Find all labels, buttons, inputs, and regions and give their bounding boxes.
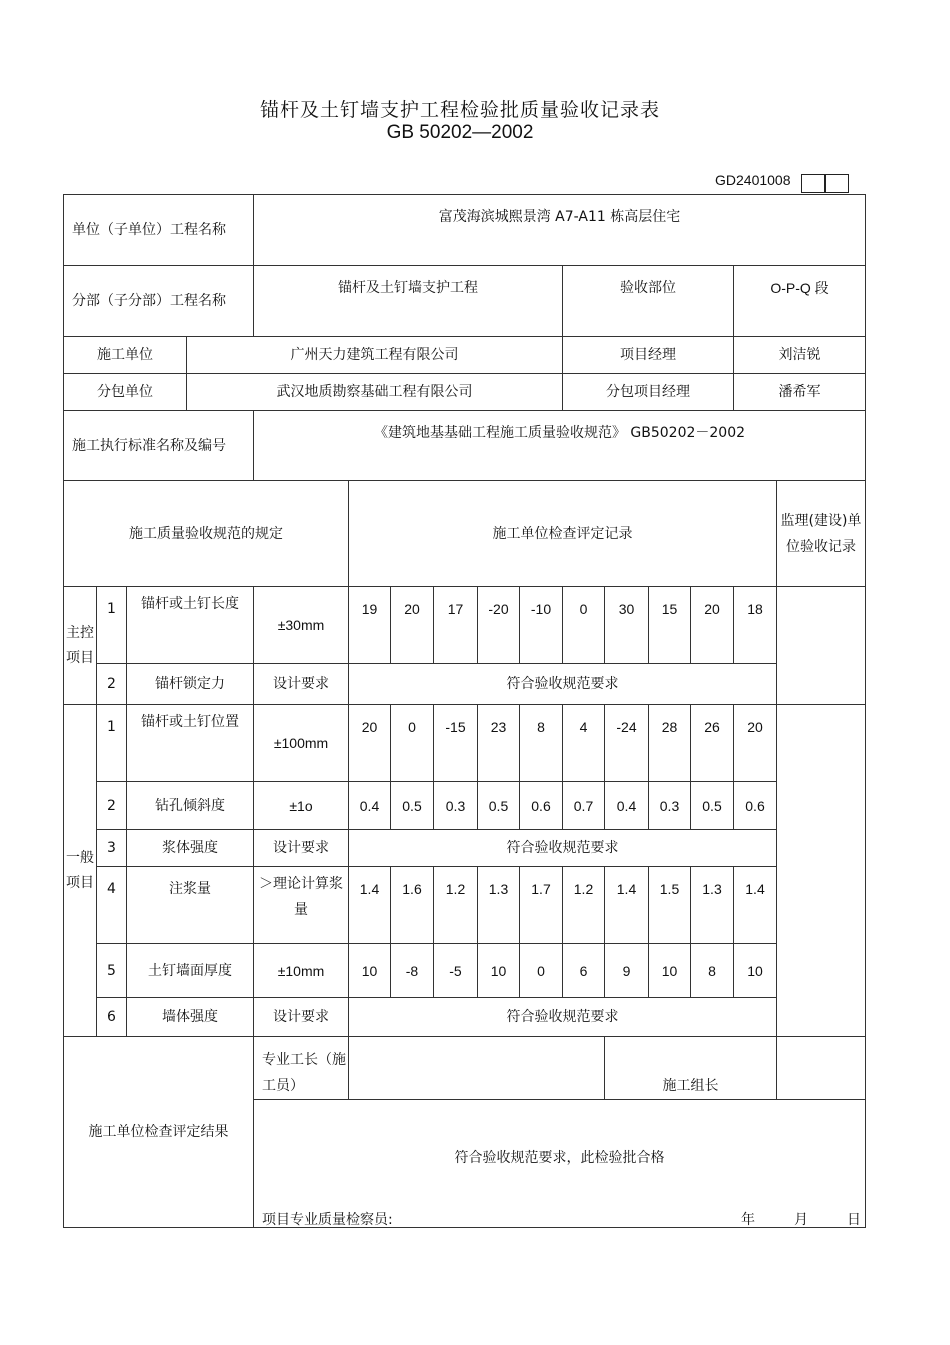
unit-project-label: 单位（子单位）工程名称 — [64, 195, 254, 266]
sub-project-manager-value: 潘希军 — [734, 374, 866, 411]
measure-cell: 0 — [520, 944, 563, 998]
spec-rule-header: 施工质量验收规范的规定 — [64, 481, 349, 587]
item-spec: 设计要求 — [254, 998, 349, 1037]
code-box-2[interactable] — [825, 174, 849, 193]
measure-cell: -8 — [391, 944, 434, 998]
measure-cell: 4 — [563, 705, 605, 782]
item-name: 锚杆锁定力 — [127, 664, 254, 705]
acceptance-part-label: 验收部位 — [563, 266, 734, 337]
item-name: 注浆量 — [127, 867, 254, 944]
contractor-label: 施工单位 — [64, 337, 187, 374]
measure-cell: 9 — [605, 944, 649, 998]
measure-cell: 0.5 — [691, 782, 734, 830]
day-label: 日 — [847, 1212, 861, 1228]
item-no: 2 — [97, 782, 127, 830]
measure-cell: 20 — [349, 705, 391, 782]
measure-cell: 8 — [691, 944, 734, 998]
measure-cell: 1.4 — [349, 867, 391, 944]
measure-cell: 1.4 — [734, 867, 777, 944]
measure-cell: 20 — [391, 587, 434, 664]
measure-cell: 17 — [434, 587, 478, 664]
measure-cell: 0.7 — [563, 782, 605, 830]
item-spec: 设计要求 — [254, 830, 349, 867]
subcontractor-label: 分包单位 — [64, 374, 187, 411]
supervisor-record-header: 监理(建设)单位验收记录 — [777, 481, 866, 587]
contractor-record-header: 施工单位检查评定记录 — [349, 481, 777, 587]
item-no: 3 — [97, 830, 127, 867]
standard-name-value: 《建筑地基基础工程施工质量验收规范》 GB50202－2002 — [254, 411, 866, 481]
item-spec: 设计要求 — [254, 664, 349, 705]
supervisor-cell[interactable] — [777, 705, 866, 1037]
unit-project-value: 富茂海滨城熙景湾 A7-A11 栋高层住宅 — [254, 195, 866, 266]
item-name: 锚杆或土钉长度 — [127, 587, 254, 664]
measure-cell: 0.5 — [478, 782, 520, 830]
sub-project-label: 分部（子分部）工程名称 — [64, 266, 254, 337]
measure-cell: 1.2 — [563, 867, 605, 944]
foreman-label: 专业工长（施工员） — [254, 1037, 349, 1100]
measure-cell: 19 — [349, 587, 391, 664]
measure-cell: 20 — [691, 587, 734, 664]
measure-cell: 30 — [605, 587, 649, 664]
item-name: 锚杆或土钉位置 — [127, 705, 254, 782]
year-label: 年 — [741, 1212, 755, 1228]
form-title: 锚杆及土钉墙支护工程检验批质量验收记录表 — [259, 99, 660, 121]
item-no: 1 — [97, 587, 127, 664]
measure-cell: 28 — [649, 705, 691, 782]
measure-cell: 0.4 — [605, 782, 649, 830]
measure-cell: 0.4 — [349, 782, 391, 830]
measure-cell: 10 — [478, 944, 520, 998]
date-line — [741, 1207, 861, 1228]
main-control-label: 主控项目 — [64, 587, 97, 705]
project-manager-label: 项目经理 — [563, 337, 734, 374]
item-result: 符合验收规范要求 — [349, 998, 777, 1037]
item-name: 钻孔倾斜度 — [127, 782, 254, 830]
inspector-label: 项目专业质量检察员: — [262, 1212, 393, 1228]
measure-cell: -10 — [520, 587, 563, 664]
item-no: 1 — [97, 705, 127, 782]
item-result: 符合验收规范要求 — [349, 664, 777, 705]
measure-cell: 6 — [563, 944, 605, 998]
measure-cell: 10 — [649, 944, 691, 998]
measure-cell: -24 — [605, 705, 649, 782]
measure-cell: 0 — [391, 705, 434, 782]
item-name: 墙体强度 — [127, 998, 254, 1037]
measure-cell: 20 — [734, 705, 777, 782]
item-no: 6 — [97, 998, 127, 1037]
item-no: 5 — [97, 944, 127, 998]
month-label: 月 — [794, 1212, 808, 1228]
item-result: 符合验收规范要求 — [349, 830, 777, 867]
measure-cell: 1.5 — [649, 867, 691, 944]
team-leader-sign-cell[interactable] — [777, 1037, 866, 1100]
measure-cell: 18 — [734, 587, 777, 664]
item-no: 4 — [97, 867, 127, 944]
acceptance-part-value: O-P-Q 段 — [734, 266, 866, 337]
item-no: 2 — [97, 664, 127, 705]
result-text: 符合验收规范要求，此检验批合格 — [454, 1150, 665, 1166]
contractor-value: 广州天力建筑工程有限公司 — [187, 337, 563, 374]
item-spec: ±10mm — [254, 944, 349, 998]
item-name: 浆体强度 — [127, 830, 254, 867]
sub-project-value: 锚杆及土钉墙支护工程 — [254, 266, 563, 337]
measure-cell: 0.3 — [434, 782, 478, 830]
project-manager-value: 刘洁锐 — [734, 337, 866, 374]
code-box-1[interactable] — [801, 174, 825, 193]
check-result-label: 施工单位检查评定结果 — [64, 1037, 254, 1228]
measure-cell: 0.3 — [649, 782, 691, 830]
standard-name-label: 施工执行标准名称及编号 — [64, 411, 254, 481]
record-table — [63, 194, 866, 1228]
sub-project-manager-label: 分包项目经理 — [563, 374, 734, 411]
measure-cell: 0 — [563, 587, 605, 664]
measure-cell: 1.2 — [434, 867, 478, 944]
team-leader-label: 施工组长 — [605, 1037, 777, 1100]
measure-cell: -20 — [478, 587, 520, 664]
measure-cell: 1.4 — [605, 867, 649, 944]
measure-cell: 15 — [649, 587, 691, 664]
measure-cell: 10 — [734, 944, 777, 998]
general-label: 一般项目 — [64, 705, 97, 1037]
item-spec: ±100mm — [254, 705, 349, 782]
item-spec: ±1o — [254, 782, 349, 830]
foreman-sign-cell[interactable] — [349, 1037, 605, 1100]
measure-cell: 1.7 — [520, 867, 563, 944]
measure-cell: 23 — [478, 705, 520, 782]
measure-cell: 8 — [520, 705, 563, 782]
measure-cell: 1.3 — [691, 867, 734, 944]
form-code: GD2401008 — [715, 172, 791, 188]
form-standard: GB 50202—2002 — [386, 122, 534, 143]
item-name: 土钉墙面厚度 — [127, 944, 254, 998]
measure-cell: -15 — [434, 705, 478, 782]
result-cell — [254, 1100, 866, 1228]
measure-cell: -5 — [434, 944, 478, 998]
measure-cell: 1.6 — [391, 867, 434, 944]
measure-cell: 0.6 — [520, 782, 563, 830]
measure-cell: 10 — [349, 944, 391, 998]
item-spec: ＞理论计算浆量 — [254, 867, 349, 944]
measure-cell: 1.3 — [478, 867, 520, 944]
supervisor-cell[interactable] — [777, 587, 866, 705]
measure-cell: 26 — [691, 705, 734, 782]
measure-cell: 0.6 — [734, 782, 777, 830]
item-spec: ±30mm — [254, 587, 349, 664]
subcontractor-value: 武汉地质勘察基础工程有限公司 — [187, 374, 563, 411]
measure-cell: 0.5 — [391, 782, 434, 830]
